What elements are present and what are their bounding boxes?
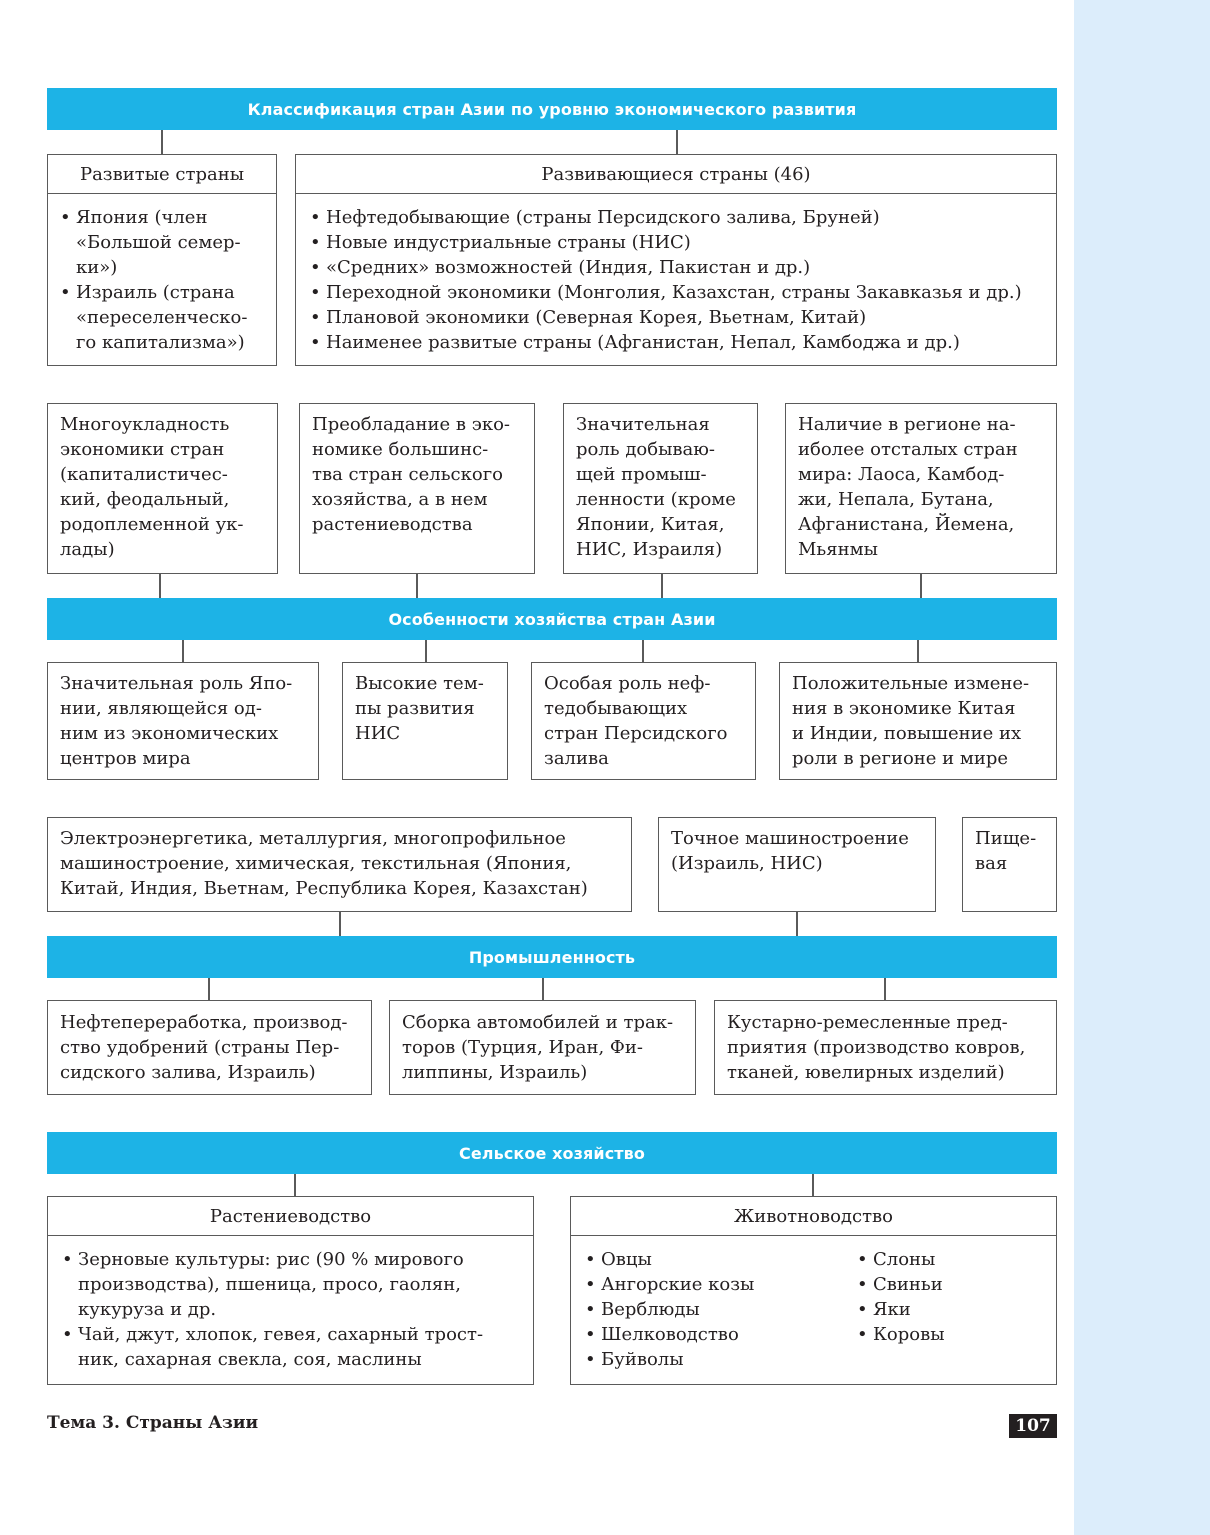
connector: [812, 1174, 814, 1196]
feature-box: [531, 662, 756, 780]
connector: [294, 1174, 296, 1196]
side-margin-strip: [1074, 0, 1210, 1535]
list-item: • Израиль (страна «переселенческо- го капитализма»): [54, 280, 270, 355]
industry-text: Сборка автомобилей и трак- торов (Турция, Иран, Фи- липпины, Израиль): [402, 1012, 674, 1083]
feature-text: Положительные измене- ния в экономике Китая и Индии, повышение их роли в регионе и мире: [792, 673, 1030, 769]
livestock-title: Животноводство: [571, 1197, 1056, 1236]
feature-box: [342, 662, 508, 780]
list-item: • Шелководство: [579, 1322, 851, 1347]
list-item: • Верблюды: [579, 1297, 851, 1322]
feature-text: Значительная роль Япо- нии, являющейся од- ним из экономических центров мира: [60, 673, 293, 769]
industry-box: [714, 1000, 1057, 1095]
list-item: • Яки: [851, 1297, 945, 1322]
livestock-list-1: [579, 1247, 851, 1372]
livestock-box: [570, 1196, 1057, 1385]
industry-box: [658, 817, 936, 912]
list-item: • Зерновые культуры: рис (90 % мирового производства), пшеница, просо, гаолян, кукуруза и др.: [56, 1247, 527, 1322]
list-item: • Япония (член «Большой семер- ки»): [54, 205, 270, 280]
features-banner: Особенности хозяйства стран Азии: [47, 598, 1057, 640]
connector: [208, 978, 210, 1000]
feature-box: [47, 403, 278, 574]
list-item: • Ангорские козы: [579, 1272, 851, 1297]
list-item: • Чай, джут, хлопок, гевея, сахарный трост- ник, сахарная свекла, соя, маслины: [56, 1322, 527, 1372]
list-item: • Плановой экономики (Северная Корея, Вьетнам, Китай): [304, 305, 1050, 330]
livestock-list-2: [851, 1247, 945, 1372]
developed-countries-box: [47, 154, 277, 366]
connector: [425, 640, 427, 662]
connector: [917, 640, 919, 662]
list-item: • Наименее развитые страны (Афганистан, Непал, Камбоджа и др.): [304, 330, 1050, 355]
connector: [796, 912, 798, 936]
connector: [159, 574, 161, 598]
feature-text: Особая роль неф- тедобывающих стран Персидского залива: [544, 673, 728, 769]
developing-countries-box: [295, 154, 1057, 366]
crops-list: [48, 1236, 533, 1372]
agriculture-banner: Сельское хозяйство: [47, 1132, 1057, 1174]
industry-text: Электроэнергетика, металлургия, многопрофильное машиностроение, химическая, текстильная (Япония, Китай, Индия, Вьетнам, Республика Корея, Казахстан): [60, 828, 588, 899]
industry-box: [47, 1000, 372, 1095]
list-item: • Буйволы: [579, 1347, 851, 1372]
list-item: • Новые индустриальные страны (НИС): [304, 230, 1050, 255]
connector: [161, 130, 163, 154]
industry-box: [47, 817, 632, 912]
industry-text: Нефтепереработка, производ- ство удобрений (страны Пер- сидского залива, Израиль): [60, 1012, 348, 1083]
classification-banner: Классификация стран Азии по уровню экономического развития: [47, 88, 1057, 130]
connector: [920, 574, 922, 598]
connector: [416, 574, 418, 598]
feature-text: Значительная роль добываю- щей промыш- ленности (кроме Японии, Китая, НИС, Израиля): [576, 414, 736, 560]
developed-countries-title: Развитые страны: [48, 155, 276, 194]
feature-text: Многоукладность экономики стран (капиталистичес- кий, феодальный, родоплеменной ук- лады): [60, 414, 244, 560]
feature-box: [785, 403, 1057, 574]
feature-box: [299, 403, 535, 574]
feature-text: Высокие тем- пы развития НИС: [355, 673, 484, 744]
crops-title: Растениеводство: [48, 1197, 533, 1236]
connector: [339, 912, 341, 936]
developing-countries-title: Развивающиеся страны (46): [296, 155, 1056, 194]
connector: [676, 130, 678, 154]
feature-box: [563, 403, 758, 574]
list-item: • «Средних» возможностей (Индия, Пакистан и др.): [304, 255, 1050, 280]
page-number: 107: [1009, 1414, 1057, 1438]
feature-text: Наличие в регионе на- иболее отсталых стран мира: Лаоса, Камбод- жи, Непала, Бутана, Афганистана, Йемена, Мьянмы: [798, 414, 1018, 560]
list-item: • Слоны: [851, 1247, 945, 1272]
developed-countries-list: [48, 194, 276, 355]
list-item: • Переходной экономики (Монголия, Казахстан, страны Закавказья и др.): [304, 280, 1050, 305]
connector: [642, 640, 644, 662]
topic-footer: Тема 3. Страны Азии: [47, 1413, 259, 1433]
industry-box: [389, 1000, 696, 1095]
feature-box: [779, 662, 1057, 780]
connector: [661, 574, 663, 598]
list-item: • Свиньи: [851, 1272, 945, 1297]
list-item: • Овцы: [579, 1247, 851, 1272]
list-item: • Коровы: [851, 1322, 945, 1347]
industry-text: Точное машиностроение (Израиль, НИС): [671, 828, 909, 874]
feature-text: Преобладание в эко- номике большинс- тва стран сельского хозяйства, а в нем растениеводства: [312, 414, 510, 535]
connector: [542, 978, 544, 1000]
developing-countries-list: [296, 194, 1056, 355]
crops-box: [47, 1196, 534, 1385]
industry-text: Пище- вая: [975, 828, 1037, 874]
feature-box: [47, 662, 319, 780]
list-item: • Нефтедобывающие (страны Персидского залива, Бруней): [304, 205, 1050, 230]
industry-text: Кустарно-ремесленные пред- приятия (производство ковров, тканей, ювелирных изделий): [727, 1012, 1026, 1083]
industry-box: [962, 817, 1057, 912]
industry-banner: Промышленность: [47, 936, 1057, 978]
connector: [884, 978, 886, 1000]
connector: [182, 640, 184, 662]
